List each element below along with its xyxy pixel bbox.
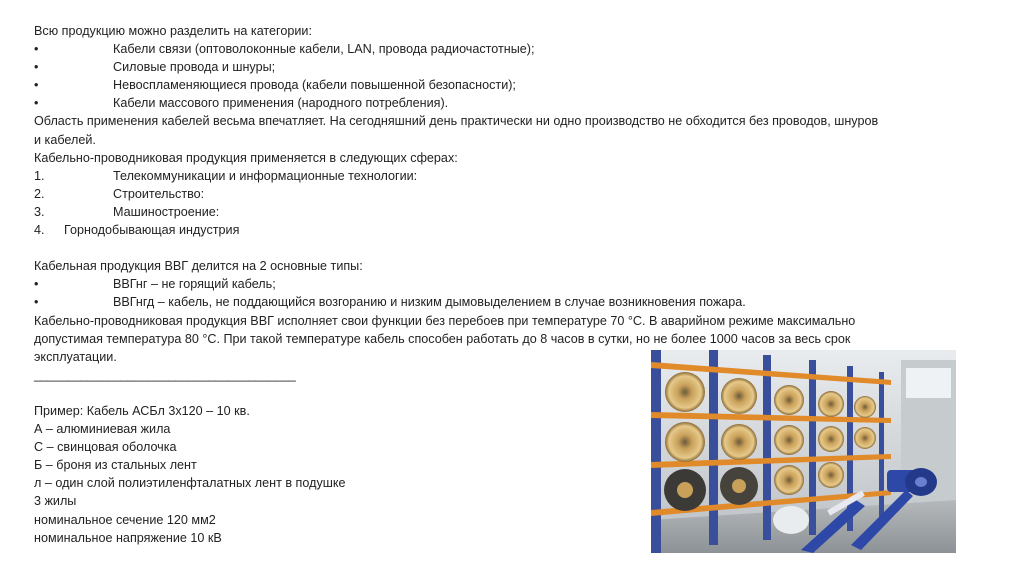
list-item-text: Горнодобывающая индустрия bbox=[64, 223, 240, 238]
example-title: Пример: Кабель АСБл 3х120 – 10 кв. bbox=[34, 403, 250, 418]
list-item bbox=[34, 94, 934, 112]
bullet-marker: • bbox=[34, 42, 39, 57]
number-marker: 1. bbox=[34, 168, 45, 183]
list-item bbox=[34, 185, 934, 203]
vvg-intro: Кабельная продукция ВВГ делится на 2 основные типы: bbox=[34, 259, 363, 274]
example-line: С – свинцовая оболочка bbox=[34, 440, 177, 455]
list-item bbox=[34, 221, 934, 239]
number-marker: 3. bbox=[34, 204, 45, 219]
intro-line: Всю продукцию можно разделить на категории: bbox=[34, 24, 312, 38]
number-marker: 4. bbox=[34, 223, 45, 238]
list-item-text: Силовые провода и шнуры; bbox=[113, 60, 276, 75]
list-item bbox=[34, 40, 934, 58]
bullet-marker: • bbox=[34, 295, 39, 310]
list-item bbox=[34, 275, 934, 293]
list-item-text: Кабели связи (оптоволоконные кабели, LAN, провода радиочастотные); bbox=[113, 42, 535, 57]
vvg-types-list bbox=[34, 275, 934, 311]
spheres-list bbox=[34, 167, 934, 239]
list-item-text: Строительство: bbox=[113, 186, 205, 201]
bullet-marker: • bbox=[34, 78, 39, 93]
categories-list bbox=[34, 40, 934, 112]
temperature-paragraph: Кабельно-проводниковая продукция ВВГ исполняет свои функции без перебоев при температуре 70 °С. В аварийном режиме максимально допустимая температура 80 °С. При такой температуре кабель способен работать до 8 часов в сутки, но не более 1000 часов за весь срок эксплуатации. bbox=[34, 313, 856, 364]
list-item-text: Машиностроение: bbox=[113, 204, 220, 219]
list-item bbox=[34, 76, 934, 94]
list-item bbox=[34, 293, 934, 311]
spacer bbox=[34, 239, 934, 257]
bullet-marker: • bbox=[34, 96, 39, 111]
bullet-marker: • bbox=[34, 60, 39, 75]
list-item-text: ВВГнгд – кабель, не поддающийся возгоранию и низким дымовыделением в случае возникновения пожара. bbox=[113, 295, 746, 310]
example-line: номинальное сечение 120 мм2 bbox=[34, 512, 216, 527]
list-item bbox=[34, 58, 934, 76]
list-item bbox=[34, 203, 934, 221]
list-item-text: ВВГнг – не горящий кабель; bbox=[113, 277, 276, 292]
list-item-text: Кабели массового применения (народного потребления). bbox=[113, 96, 449, 111]
scope-paragraph: Область применения кабелей весьма впечатляет. На сегодняшний день практически ни одно производство не обходится без проводов, шнуров и кабелей. bbox=[34, 114, 879, 147]
example-line: Б – броня из стальных лент bbox=[34, 458, 197, 473]
list-item-text: Телекоммуникации и информационные технологии: bbox=[113, 168, 418, 183]
example-line: 3 жилы bbox=[34, 494, 77, 509]
example-line: А – алюминиевая жила bbox=[34, 422, 171, 437]
list-item-text: Невоспламеняющиеся провода (кабели повышенной безопасности); bbox=[113, 78, 516, 93]
example-line: л – один слой полиэтиленфталатных лент в подушке bbox=[34, 476, 346, 491]
warehouse-cable-reels-photo bbox=[651, 350, 956, 553]
number-marker: 2. bbox=[34, 186, 45, 201]
separator-line: _______________________________________ bbox=[34, 367, 296, 382]
list-item bbox=[34, 167, 934, 185]
spheres-intro: Кабельно-проводниковая продукция применяется в следующих сферах: bbox=[34, 150, 458, 165]
example-line: номинальное напряжение 10 кВ bbox=[34, 530, 222, 545]
bullet-marker: • bbox=[34, 277, 39, 292]
